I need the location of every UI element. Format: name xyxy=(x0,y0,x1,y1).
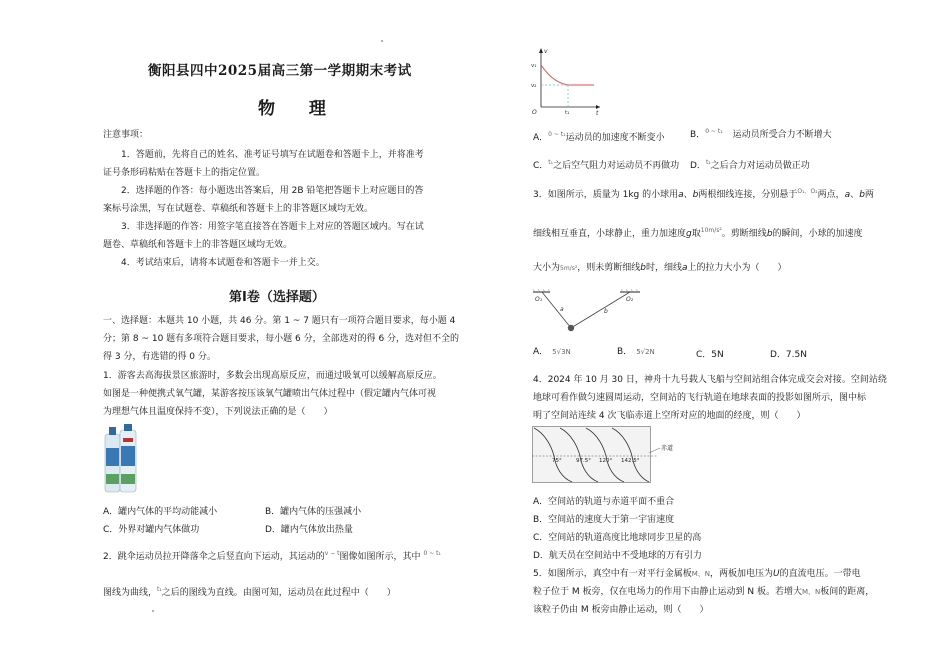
section-intro: 一、选择题：本题共 10 小题，共 46 分。第 1 ~ 7 题只有一项符合题目要求，每小题 4 xyxy=(103,316,456,326)
q3-option-d: D．7.5N xyxy=(770,350,807,360)
o2-label: O₂ xyxy=(626,296,634,303)
v1-label: v₁ xyxy=(531,63,537,69)
q2-option-d: D．$^{t_1}$之后合力对运动员做正功 xyxy=(690,159,810,171)
v-axis-label: v xyxy=(544,48,548,55)
q4-option-d: D．航天员在空间站中不受地球的万有引力 xyxy=(533,551,702,561)
q1-option-c: C．外界对罐内气体做功 xyxy=(103,525,200,535)
t-axis-label: t xyxy=(596,110,599,117)
q4-stem: 明了空间站连续 4 次飞临赤道上空所对应的地面的经度，则（ ） xyxy=(533,411,806,421)
q1-stem: 如图是一种便携式氧气罐，某游客按压该氧气罐喷出气体过程中（假定罐内气体可视 xyxy=(103,389,437,399)
notice-heading: 注意事项： xyxy=(103,130,149,140)
q5-stem: 粒子位于 M 板旁，仅在电场力的作用下由静止运动到 N 板。若增大M、N板间的距离， xyxy=(533,587,875,597)
q2-stem: 2．跳伞运动员拉开降落伞之后竖直向下运动，其运动的$^{v - t}$图像如图所示，其中 $^{0 \sim t_1}$ xyxy=(103,550,441,562)
t1-label: t₁ xyxy=(565,110,570,116)
q3-option-c: C．5N xyxy=(696,350,724,360)
q1-stem: 1．游客去高海拔景区旅游时，多数会出现高原反应，而通过吸氧可以缓解高原反应。 xyxy=(103,371,442,381)
q4-option-a: A．空间站的轨道与赤道平面不重合 xyxy=(533,497,675,507)
section-intro: 分；第 8 ~ 10 题有多项符合题目要求，每小题 6 分，全部选对的得 6 分，选对但不全的 xyxy=(103,334,460,344)
notice-line: 3．非选择题的作答：用签字笔直接答在答题卡上对应的答题区域内。写在试 xyxy=(121,222,424,232)
exam-title: 衡阳县四中2025届高三第一学期期末考试 xyxy=(148,63,412,79)
notice-line: 证号条形码粘贴在答题卡上的指定位置。 xyxy=(103,168,266,178)
longitude-label-3: 120° xyxy=(599,458,613,464)
o1-label: O₁ xyxy=(535,296,543,303)
q4-stem: 4．2024 年 10 月 30 日，神舟十九号载人飞船与空间站组合体完成交会对接。空间站绕 xyxy=(533,375,887,385)
equator-label: 赤道 xyxy=(661,445,674,452)
notice-line: 2．选择题的作答：每小题选出答案后，用 2B 铅笔把答题卡上对应题目的答 xyxy=(121,186,424,196)
q3-option-a: A． 5√3N xyxy=(533,347,571,357)
q4-stem: 地球可看作做匀速圆周运动，空间站的飞行轨道在地球表面的投影如图所示，图中标 xyxy=(533,393,867,403)
q2-option-c: C．$^{t_1}$之后空气阻力对运动员不再做功 xyxy=(533,159,680,171)
q1-option-d: D．罐内气体放出热量 xyxy=(265,525,353,535)
q5-stem: 该粒子仍由 M 板旁由静止运动，则（ ） xyxy=(533,605,709,615)
q3-stem: 细线相互垂直，小球静止，重力加速度g取$^{10m/s^2}$。剪断细线b的瞬间，小球的加速度 xyxy=(533,227,863,239)
q3-stem: 3．如图所示，质量为 1kg 的小球用a、b两根细线连接，分别悬于$^{O_1、O_2}$两点，a、b两 xyxy=(533,188,874,200)
origin-label: O xyxy=(532,109,537,116)
longitude-label-1: 75° xyxy=(552,458,562,464)
q1-option-a: A．罐内气体的平均动能减小 xyxy=(103,507,218,517)
q1-stem: 为理想气体且温度保持不变），下列说法正确的是（ ） xyxy=(103,407,333,417)
q4-option-c: C．空间站的轨道高度比地球同步卫星的高 xyxy=(533,533,702,543)
q4-ground-track-figure xyxy=(532,426,682,484)
oxygen-can-figure xyxy=(101,424,141,494)
q4-option-b: B．空间站的速度大于第一宇宙速度 xyxy=(533,515,675,525)
notice-line: 题卷、草稿纸和答题卡上的非答题区域均无效。 xyxy=(103,240,293,250)
q2-vt-graph xyxy=(528,45,603,117)
subject-title: 物 理 xyxy=(258,99,340,119)
q1-option-b: B．罐内气体的压强减小 xyxy=(265,507,362,517)
speck xyxy=(152,610,154,612)
speck xyxy=(381,40,383,42)
q2-option-a: A．$^{0 \sim t_1}$运动员的加速度不断变小 xyxy=(533,131,665,143)
a-label: a xyxy=(560,306,564,313)
q5-stem: 5．如图所示，真空中有一对平行金属板M、N，两板加电压为U的直流电压。一带电 xyxy=(533,569,861,579)
section-intro: 得 3 分，有选错的得 0 分。 xyxy=(103,352,216,362)
longitude-label-2: 97.5° xyxy=(576,458,591,464)
q2-option-b: B．$^{0 \sim t_1}$ 运动员所受合力不断增大 xyxy=(690,128,832,140)
q2-stem: 图线为曲线，$^{t_1}$之后的图线为直线。由图可知，运动员在此过程中（ ） xyxy=(103,586,396,598)
q3-option-b: B． 5√2N xyxy=(617,347,655,357)
b-label: b xyxy=(604,308,608,315)
notice-line: 4．考试结束后，请将本试题卷和答题卡一并上交。 xyxy=(121,258,325,268)
q3-string-figure xyxy=(530,286,645,338)
q3-stem: 大小为5m/s²，则未剪断细线b时，细线a上的拉力大小为（ ） xyxy=(533,263,787,273)
section-title: 第Ⅰ卷（选择题） xyxy=(229,290,325,305)
v2-label: v₂ xyxy=(531,83,537,89)
longitude-label-4: 142.5° xyxy=(621,458,640,464)
notice-line: 案标号涂黑，写在试题卷、草稿纸和答题卡上的非答题区域均无效。 xyxy=(103,204,374,214)
notice-line: 1．答题前，先将自己的姓名、准考证号填写在试题卷和答题卡上，并将准考 xyxy=(121,150,424,160)
